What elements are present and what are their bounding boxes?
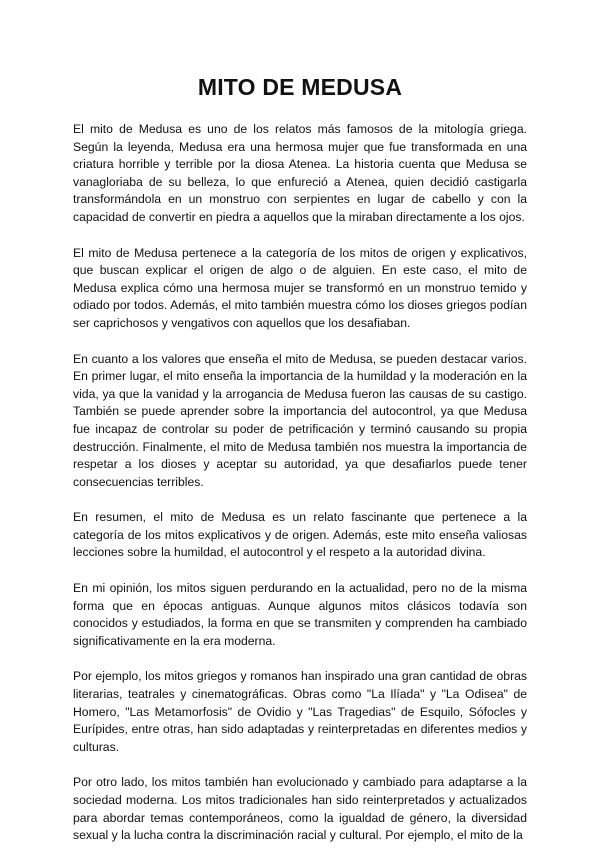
page-title: MITO DE MEDUSA [197,74,403,100]
paragraph-3: En cuanto a los valores que enseña el mito de Medusa, se pueden destacar varios. En primer lugar, el mito enseña la importancia de la humildad y la moderación en la vida, ya que la vanidad y la arrogancia de Medusa fueron las causas de su castigo. También se puede aprender sobre la importancia del autocontrol, ya que Medusa fue incapaz de controlar su poder de petrificación y terminó causando su propia destrucción. Finalmente, el mito de Medusa también nos muestra la importancia de respetar a los dioses y aceptar su autoridad, ya que desafiarlos puede tener consecuencias terribles. [73,351,527,489]
paragraph-1: El mito de Medusa es uno de los relatos más famosos de la mitología griega. Según la leyenda, Medusa era una hermosa mujer que fue transformada en una criatura horrible y terrible por la diosa Atenea. La historia cuenta que Medusa se vanagloriaba de su belleza, lo que enfureció a Atenea, quien decidió castigarla transformándola en un monstruo con serpientes en lugar de cabello y con la capacidad de convertir en piedra a aquellos que la miraban directamente a los ojos. [73,122,527,224]
paragraph-2: El mito de Medusa pertenece a la categoría de los mitos de origen y explicativos, que buscan explicar el origen de algo o de alguien. En este caso, el mito de Medusa explica cómo una hermosa mujer se transformó en un monstruo temido y odiado por todos. Además, el mito también muestra cómo los dioses griegos podían ser caprichosos y vengativos con aquellos que los desafiaban. [73,245,527,330]
paragraph-7: Por otro lado, los mitos también han evolucionado y cambiado para adaptarse a la sociedad moderna. Los mitos tradicionales han sido reinterpretados y actualizados para abordar temas contemporáneos, como la igualdad de género, la diversidad sexual y la lucha contra la discriminación racial y cultural. Por ejemplo, el mito de la [73,775,527,843]
document-body [73,121,527,863]
paragraph-6: Por ejemplo, los mitos griegos y romanos han inspirado una gran cantidad de obras literarias, teatrales y cinematográficas. Obras como "La Ilíada" y "La Odisea" de Homero, "Las Metamorfosis" de Ovidio y "Las Tragedias" de Esquilo, Sófocles y Eurípides, entre otras, han sido adaptadas y reinterpretadas en diferentes medios y culturas. [73,669,527,754]
paragraph-5: En mi opinión, los mitos siguen perdurando en la actualidad, pero no de la misma forma que en épocas antiguas. Aunque algunos mitos clásicos todavía son conocidos y estudiados, la forma en que se transmiten y comprenden ha cambiado significativamente en la era moderna. [73,581,527,648]
paragraph-4: En resumen, el mito de Medusa es un relato fascinante que pertenece a la categoría de los mitos explicativos y de origen. Además, este mito enseña valiosas lecciones sobre la humildad, el autocontrol y el respeto a la autoridad divina. [73,510,527,560]
